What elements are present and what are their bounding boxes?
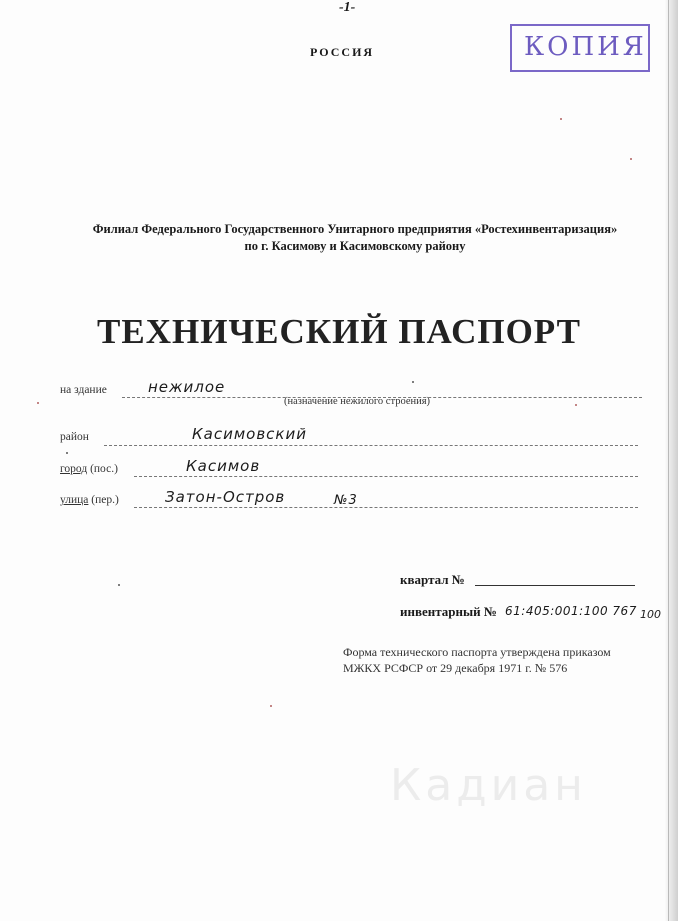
page-edge-line [668, 0, 669, 921]
district-line [104, 445, 638, 446]
street-number: №3 [334, 493, 358, 508]
street-line [134, 507, 638, 508]
city-label-main: город [60, 463, 88, 475]
copy-stamp [510, 24, 650, 72]
street-value: Затон-Остров [165, 488, 286, 506]
scan-speck [412, 381, 414, 383]
scan-speck [270, 705, 272, 707]
note-line-1: Форма технического паспорта утверждена приказом [343, 645, 611, 659]
city-value: Касимов [186, 457, 261, 475]
street-label-main: улица [60, 494, 89, 506]
inventory-label: инвентарный № [400, 604, 497, 619]
country-heading: РОССИЯ [310, 45, 375, 59]
copy-stamp-text: КОПИЯ [524, 32, 647, 62]
district-label: район [60, 431, 89, 443]
building-value: нежилое [148, 378, 226, 396]
page-number: -1- [339, 0, 356, 15]
inventory-value: 61:405:001:100 767 [505, 604, 637, 618]
district-value: Касимовский [192, 425, 307, 443]
scan-speck [560, 118, 562, 120]
building-label: на здание [60, 384, 107, 396]
inventory-suffix: 100 [640, 608, 661, 621]
street-label-alt: (пер.) [91, 494, 119, 506]
scan-speck [66, 452, 68, 454]
city-label [60, 463, 118, 475]
faint-watermark: Кадиан [390, 760, 587, 811]
city-label-alt: (пос.) [90, 463, 118, 475]
scan-speck [118, 584, 120, 586]
organization-branch: по г. Касимову и Касимовскому району [244, 239, 466, 253]
street-label [60, 494, 119, 506]
block-line [475, 585, 635, 586]
scan-speck [37, 402, 39, 404]
organization-name: Филиал Федерального Государственного Унитарного предприятия «Ростехинвентаризация» [92, 222, 618, 236]
scan-speck [630, 158, 632, 160]
page-edge-shadow [664, 0, 678, 921]
note-line-2: МЖКХ РСФСР от 29 декабря 1971 г. № 576 [343, 661, 568, 675]
block-label: квартал № [400, 572, 465, 587]
document-title: ТЕХНИЧЕСКИЙ ПАСПОРТ [97, 312, 581, 351]
building-caption: (назначение нежилого строения) [284, 396, 431, 407]
city-line [134, 476, 638, 477]
scan-speck [575, 404, 577, 406]
